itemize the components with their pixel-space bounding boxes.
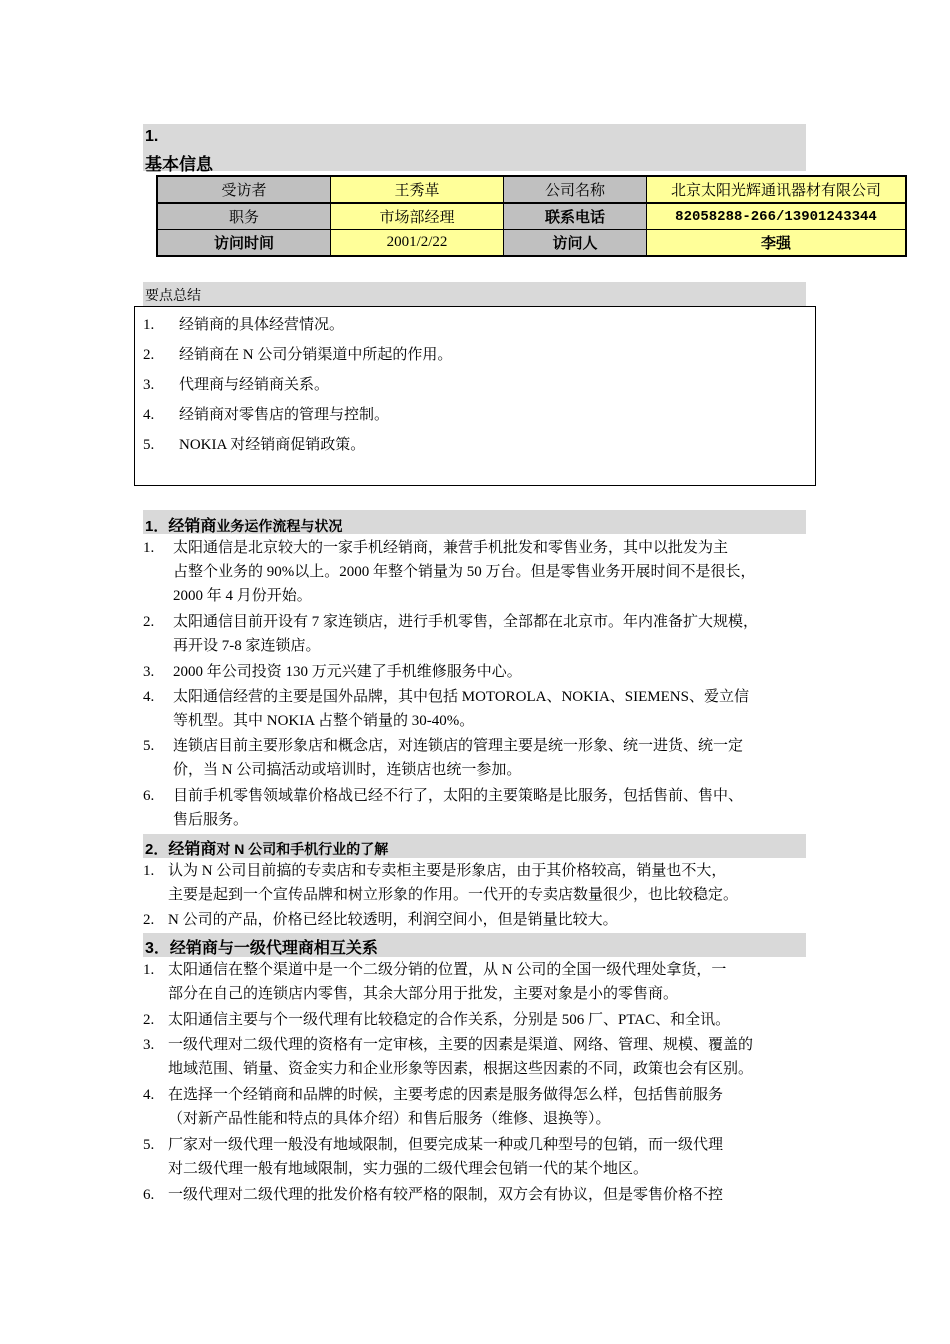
visitor-value: 李强 <box>647 230 907 257</box>
info-row-3 <box>157 230 906 257</box>
company-label: 公司名称 <box>504 176 647 203</box>
summary-item: 4. 经销商对零售店的管理与控制。 <box>143 407 390 423</box>
summary-item: 3. 代理商与经销商关系。 <box>143 377 330 393</box>
basic-info-band <box>143 124 806 171</box>
summary-box <box>134 306 816 486</box>
summary-item: 2. 经销商在 N 公司分销渠道中所起的作用。 <box>143 347 453 363</box>
section3-heading: 3．经销商与一级代理商相互关系 <box>145 940 378 957</box>
section1-item-4: 4. 太阳通信经营的主要是国外品牌，其中包括 MOTOROLA、NOKIA、SIEMENS、爱立信 等机型。其中 NOKIA 占整个销量的 30-40%。 <box>143 689 749 729</box>
info-row-2 <box>157 203 906 230</box>
section1-item-5: 5. 连锁店目前主要形象店和概念店，对连锁店的管理主要是统一形象、统一进货、统一定 价，当 N 公司搞活动或培训时，连锁店也统一参加。 <box>143 738 744 778</box>
visit-time-value: 2001/2/22 <box>331 230 504 257</box>
section3-item-5: 5. 厂家对一级代理一般没有地域限制，但要完成某一种或几种型号的包销，而一级代理 对二级代理一般有地域限制，实力强的二级代理会包销一代的某个地区。 <box>143 1137 724 1177</box>
section1-item-2: 2. 太阳通信目前开设有 7 家连锁店，进行手机零售，全部都在北京市。年内准备扩大规模， 再开设 7-8 家连锁店。 <box>143 614 759 654</box>
section1-item-6: 6. 目前手机零售领域靠价格战已经不行了，太阳的主要策略是比服务，包括售前、售中、 售后服务。 <box>143 788 744 828</box>
section3-item-4: 4. 在选择一个经销商和品牌的时候，主要考虑的因素是服务做得怎么样，包括售前服务 （对新产品性能和特点的具体介绍）和售后服务（维修、退换等）。 <box>143 1087 724 1127</box>
summary-band <box>143 282 806 306</box>
interview-info-table <box>156 175 907 257</box>
position-label: 职务 <box>157 203 331 230</box>
section3-item-1: 1. 太阳通信在整个渠道中是一个二级分销的位置，从 N 公司的全国一级代理处拿货，一 部分在自己的连锁店内零售，其余大部分用于批发，主要对象是小的零售商。 <box>143 962 727 1002</box>
info-row-1 <box>157 176 906 203</box>
section2-item-1: 1. 认为 N 公司目前搞的专卖店和专卖柜主要是形象店，由于其价格较高，销量也不大， 主要是起到一个宣传品牌和树立形象的作用。一代开的专卖店数量很少，也比较稳定。 <box>143 863 739 903</box>
section3-item-3: 3. 一级代理对二级代理的资格有一定审核，主要的因素是渠道、网络、管理、规模、覆盖的 地域范围、销量、资金实力和企业形象等因素，根据这些因素的不同，政策也会有区别。 <box>143 1037 754 1077</box>
section2-item-2: 2. N 公司的产品，价格已经比较透明，利润空间小，但是销量比较大。 <box>143 912 618 928</box>
visitor-label: 访问人 <box>504 230 647 257</box>
position-value: 市场部经理 <box>331 203 504 230</box>
basic-info-title: 基本信息 <box>145 155 213 174</box>
section1-item-3: 3. 2000 年公司投资 130 万元兴建了手机维修服务中心。 <box>143 664 522 680</box>
phone-label: 联系电话 <box>504 203 647 230</box>
interviewee-label: 受访者 <box>157 176 331 203</box>
section1-heading: 1．经销商业务运作流程与状况 <box>145 518 343 535</box>
summary-title: 要点总结 <box>145 287 201 303</box>
summary-item: 1. 经销商的具体经营情况。 <box>143 317 345 333</box>
section1-item-1: 1. 太阳通信是北京较大的一家手机经销商，兼营手机批发和零售业务，其中以批发为主 占整个业务的 90%以上。2000 年整个销量为 50 万台。但是零售业务开展时间不是很长， 2000 年 4 月份开始。 <box>143 540 756 604</box>
section2-heading: 2．经销商对 N 公司和手机行业的了解 <box>145 841 389 858</box>
section3-item-2: 2. 太阳通信主要与个一级代理有比较稳定的合作关系，分别是 506 厂、PTAC、和全讯。 <box>143 1012 731 1028</box>
company-value: 北京太阳光辉通讯器材有限公司 <box>647 176 907 203</box>
phone-value: 82058288-266/13901243344 <box>647 203 907 230</box>
basic-info-number: 1. <box>145 128 159 145</box>
summary-item: 5. NOKIA 对经销商促销政策。 <box>143 437 366 453</box>
visit-time-label: 访问时间 <box>157 230 331 257</box>
interviewee-value: 王秀革 <box>331 176 504 203</box>
section3-item-6: 6. 一级代理对二级代理的批发价格有较严格的限制，双方会有协议，但是零售价格不控 <box>143 1187 724 1203</box>
